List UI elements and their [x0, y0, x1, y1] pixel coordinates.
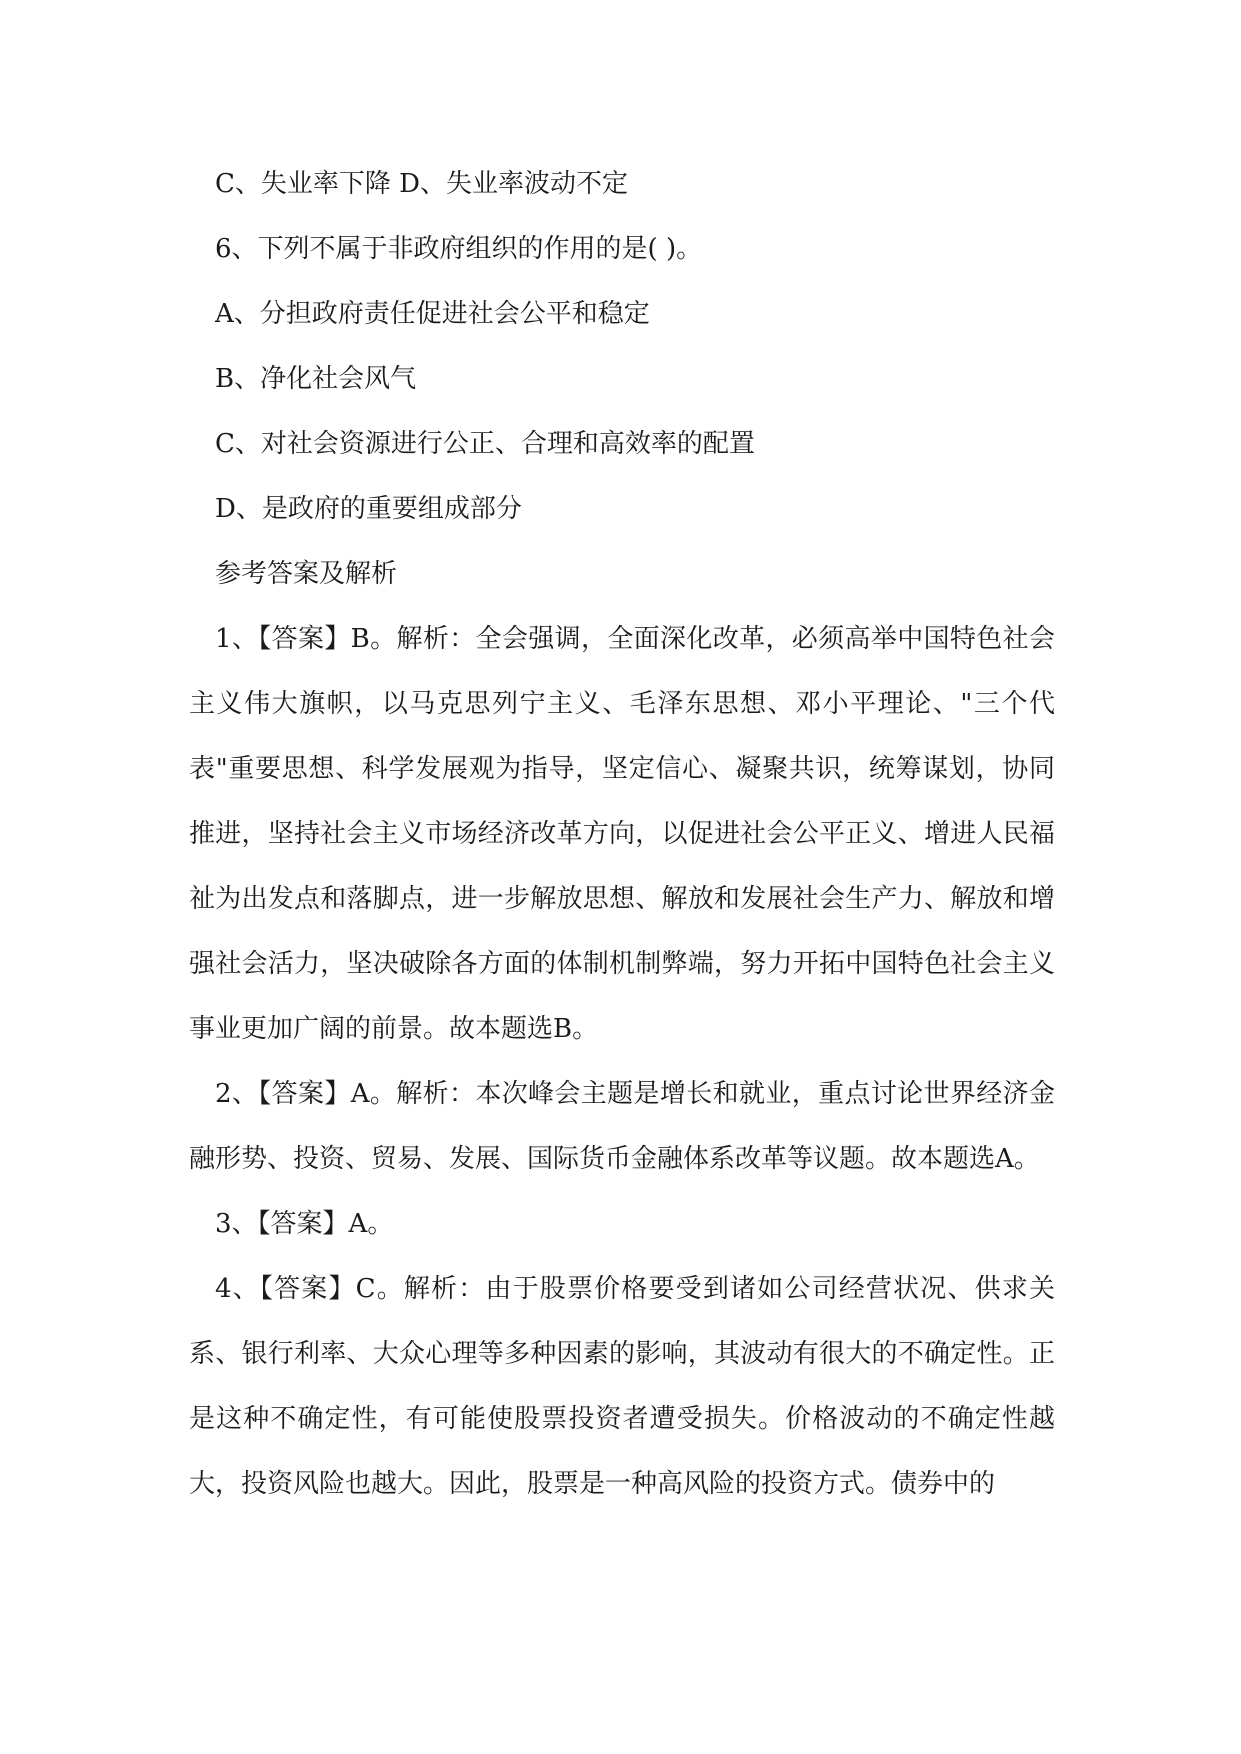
document-body	[189, 152, 1055, 1517]
answer-paragraph: 1、【答案】B。解析：全会强调，全面深化改革，必须高举中国特色社会主义伟大旗帜，以马克思列宁主义、毛泽东思想、邓小平理论、"三个代表"重要思想、科学发展观为指导，坚定信心、凝聚共识，统筹谋划，协同推进，坚持社会主义市场经济改革方向，以促进社会公平正义、增进人民福祉为出发点和落脚点，进一步解放思想、解放和发展社会生产力、解放和增强社会活力，坚决破除各方面的体制机制弊端，努力开拓中国特色社会主义事业更加广阔的前景。故本题选B。	[189, 624, 1055, 1044]
option-line: A、分担政府责任促进社会公平和稳定	[215, 299, 650, 329]
option-line: B、净化社会风气	[215, 364, 417, 394]
option-line: D、是政府的重要组成部分	[215, 494, 522, 524]
question-line: 6、下列不属于非政府组织的作用的是( )。	[215, 234, 703, 264]
section-heading: 参考答案及解析	[215, 559, 398, 589]
option-line: C、失业率下降 D、失业率波动不定	[215, 169, 629, 199]
answer-paragraph: 3、【答案】A。	[215, 1209, 394, 1239]
option-line: C、对社会资源进行公正、合理和高效率的配置	[215, 429, 755, 459]
answer-paragraph: 2、【答案】A。解析：本次峰会主题是增长和就业，重点讨论世界经济金融形势、投资、贸易、发展、国际货币金融体系改革等议题。故本题选A。	[189, 1079, 1055, 1174]
answer-paragraph: 4、【答案】C。解析：由于股票价格要受到诸如公司经营状况、供求关系、银行利率、大众心理等多种因素的影响，其波动有很大的不确定性。正是这种不确定性，有可能使股票投资者遭受损失。价格波动的不确定性越大，投资风险也越大。因此，股票是一种高风险的投资方式。债券中的	[189, 1274, 1055, 1499]
